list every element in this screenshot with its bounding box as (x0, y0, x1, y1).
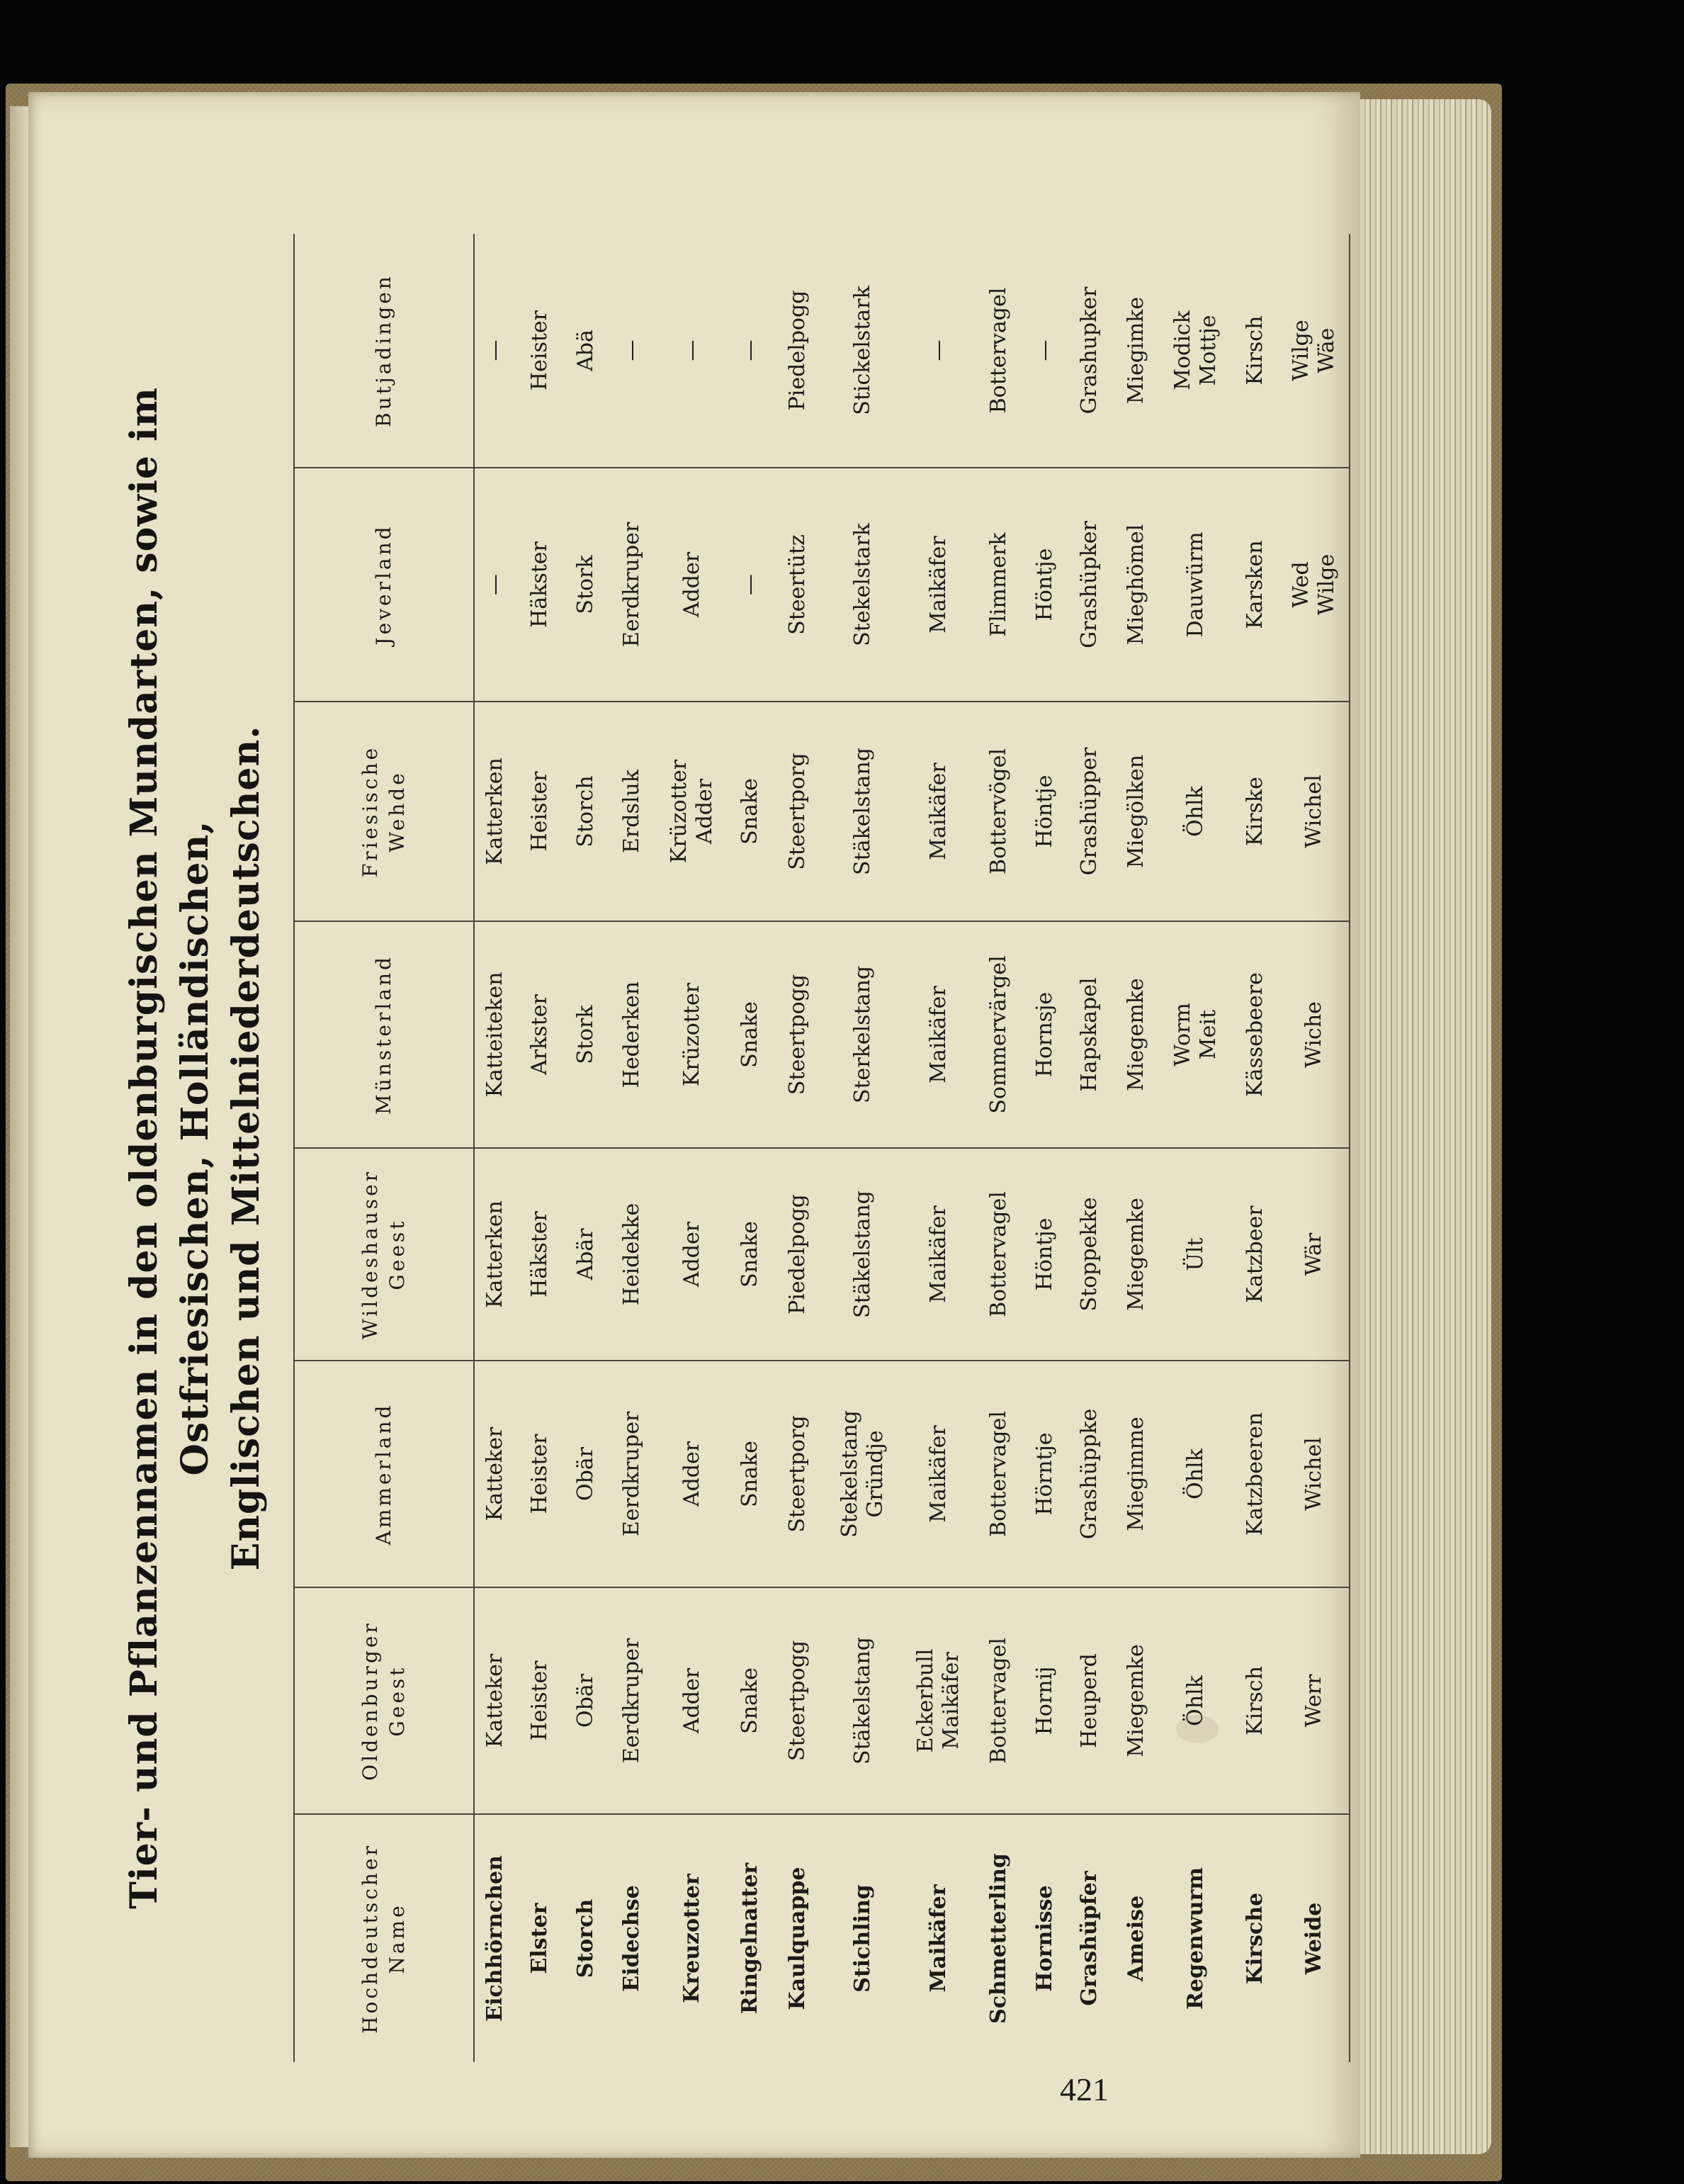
table-cell: Miegemke (1113, 921, 1160, 1148)
page-number: 421 (1060, 2071, 1109, 2107)
table-cell: Grashüpker (1066, 468, 1113, 702)
row-name-cell: Kaulquappe (785, 1867, 810, 2010)
column-header: Friesische Wehde (294, 702, 474, 921)
table-row (823, 234, 903, 2062)
table-cell: Maikäfer (903, 1148, 974, 1361)
table-cell: Heister (515, 234, 565, 468)
table-cell: Worm Meit (1160, 921, 1232, 1148)
table-cell: Maikäfer (903, 921, 974, 1148)
rotated-content (102, 234, 1339, 2062)
table-cell: Adder (657, 468, 728, 702)
table-cell: Piedelpogg (773, 1148, 823, 1361)
table-cell: Miegemke (1113, 1587, 1160, 1814)
table-cell: Katterken (474, 1148, 515, 1361)
table-cell: Wichel (1279, 1361, 1350, 1587)
table-row (474, 234, 515, 2062)
table-cell: Katteiteken (474, 921, 515, 1148)
row-name-cell: Eidechse (619, 1885, 644, 1992)
table-cell: Abä (565, 234, 607, 468)
table-cell: Ült (1160, 1148, 1232, 1361)
table-cell: Stekelstark (823, 468, 903, 702)
table-row (1232, 234, 1279, 2062)
table-cell: Katterken (474, 702, 515, 921)
table-cell: Hörntje (1024, 1361, 1066, 1587)
table-cell: Adder (657, 1587, 728, 1814)
table-cell: Höntje (1024, 468, 1066, 702)
table-cell: Kirske (1232, 702, 1279, 921)
table-cell: Maikäfer (903, 468, 974, 702)
table-cell: Bottervagel (974, 1148, 1024, 1361)
table-cell: — (657, 234, 728, 468)
table-cell: Grashupker (1066, 234, 1113, 468)
table-cell: Wichel (1279, 702, 1350, 921)
table-cell: Steertütz (773, 468, 823, 702)
left-page-edge (10, 106, 28, 2147)
table-cell: — (728, 468, 773, 702)
table-cell: Steertporg (773, 1361, 823, 1587)
table-cell: — (474, 234, 515, 468)
table-row (515, 234, 565, 2062)
table-cell: Bottervögel (974, 702, 1024, 921)
table-cell: Werr (1279, 1587, 1350, 1814)
table-row (1113, 234, 1160, 2062)
table-cell: Häkster (515, 468, 565, 702)
column-header: Butjadingen (294, 234, 474, 468)
table-cell: Karsken (1232, 468, 1279, 702)
row-name-cell: Elster (527, 1903, 552, 1974)
row-name-cell: Ringelnatter (738, 1862, 762, 2015)
row-name-cell: Kreuzotter (679, 1874, 704, 2003)
table-cell: Stekelstang Gründje (823, 1361, 903, 1587)
table-cell: Bottervagel (974, 234, 1024, 468)
column-header: Oldenburger Geest (294, 1587, 474, 1814)
table-cell: Maikäfer (903, 702, 974, 921)
table-cell: Maikäfer (903, 1361, 974, 1587)
table-cell: Eerdkruper (607, 1361, 657, 1587)
table-cell: Grashüppke (1066, 1361, 1113, 1587)
table-cell: Abär (565, 1148, 607, 1361)
table-cell: Stork (565, 468, 607, 702)
row-name-cell: Eichhörnchen (482, 1855, 507, 2022)
table-cell: Adder (657, 1361, 728, 1587)
table-cell: — (1024, 234, 1066, 468)
table-cell: Grashüpper (1066, 702, 1113, 921)
table-cell: Flimmerk (974, 468, 1024, 702)
table-row (728, 234, 773, 2062)
table-row (773, 234, 823, 2062)
title-line-1: Tier- und Pflanzennamen in den oldenburgischen Mundarten, sowie im Ostfriesischen, Holländischen, (123, 387, 217, 1909)
table-header-row (294, 234, 474, 2062)
table-cell: Piedelpogg (773, 234, 823, 468)
table-cell: Kässebeere (1232, 921, 1279, 1148)
table-cell: Miegimme (1113, 1361, 1160, 1587)
table-cell: Modick Mottje (1160, 234, 1232, 468)
table-row (1160, 234, 1232, 2062)
table-cell: Mieghömel (1113, 468, 1160, 702)
row-name-cell: Stichling (850, 1884, 875, 1993)
table-cell: Öhlk (1160, 702, 1232, 921)
row-name-cell: Maikäfer (926, 1884, 951, 1993)
table-cell: Steertpogg (773, 921, 823, 1148)
table-cell: Bottervagel (974, 1361, 1024, 1587)
table-row (974, 234, 1024, 2062)
table-cell: Kirsch (1232, 1587, 1279, 1814)
table-cell: Miegölken (1113, 702, 1160, 921)
table-cell: Stäkelstang (823, 1587, 903, 1814)
column-header: Münsterland (294, 921, 474, 1148)
table-cell: Eerdkruper (607, 1587, 657, 1814)
row-name-cell: Ameise (1124, 1895, 1148, 1982)
column-header: Wildeshauser Geest (294, 1148, 474, 1361)
table-cell: Eerdkruper (607, 468, 657, 702)
row-name-cell: Regenwurm (1183, 1867, 1208, 2010)
title-line-2: Englischen und Mittelniederdeutschen. (225, 725, 268, 1571)
table-cell: Adder (657, 1148, 728, 1361)
table-row (903, 234, 974, 2062)
table-cell: Hederken (607, 921, 657, 1148)
table-cell: Öhlk (1160, 1361, 1232, 1587)
table-cell: Krüzotter Adder (657, 702, 728, 921)
table-cell: Wär (1279, 1148, 1350, 1361)
table-cell: Katzbeer (1232, 1148, 1279, 1361)
table-cell: Steertporg (773, 702, 823, 921)
table-cell: Katzbeeren (1232, 1361, 1279, 1587)
column-header: Ammerland (294, 1361, 474, 1587)
column-header: Jeverland (294, 468, 474, 702)
table-cell: Häkster (515, 1148, 565, 1361)
table-cell: Hapskapel (1066, 921, 1113, 1148)
table-row (1024, 234, 1066, 2062)
table-cell: — (607, 234, 657, 468)
table-cell: Stoppekke (1066, 1148, 1113, 1361)
row-name-cell: Grashüpfer (1077, 1871, 1102, 2006)
row-name-cell: Storch (573, 1898, 598, 1978)
table-cell: Heuperd (1066, 1587, 1113, 1814)
table-cell: Snake (728, 702, 773, 921)
table-cell: Snake (728, 1148, 773, 1361)
table-cell: Eckerbull Maikäfer (903, 1587, 974, 1814)
table-body (474, 234, 1350, 2062)
table-cell: — (728, 234, 773, 468)
table-cell: Katteker (474, 1361, 515, 1587)
table-row (607, 234, 657, 2062)
table-row (565, 234, 607, 2062)
table-cell: Arkster (515, 921, 565, 1148)
table-cell: Wiche (1279, 921, 1350, 1148)
table-cell: Steertpogg (773, 1587, 823, 1814)
column-header: Hochdeutscher Name (294, 1814, 474, 2062)
book-page (28, 92, 1360, 2158)
table-cell: Dauwürm (1160, 468, 1232, 702)
row-name-cell: Kirsche (1243, 1892, 1267, 1985)
table-cell: Höntje (1024, 1148, 1066, 1361)
dialect-table (293, 234, 1350, 2062)
table-cell: — (474, 468, 515, 702)
row-name-cell: Weide (1279, 1814, 1350, 2062)
row-name-cell: Schmetterling (986, 1853, 1011, 2024)
table-cell: Sterkelstang (823, 921, 903, 1148)
table-cell: Heister (515, 1587, 565, 1814)
table-cell: Erdsluk (607, 702, 657, 921)
table-cell: Snake (728, 921, 773, 1148)
table-cell: Stickelstark (823, 234, 903, 468)
table-row (657, 234, 728, 2062)
table-cell: Sommervärgel (974, 921, 1024, 1148)
table-cell: Katteker (474, 1587, 515, 1814)
page-title (102, 234, 315, 2062)
table-cell: Bottervagel (974, 1587, 1024, 1814)
table-cell: Kirsch (1232, 234, 1279, 468)
table-cell: Heister (515, 1361, 565, 1587)
table-cell: Obär (565, 1587, 607, 1814)
table-cell: Obär (565, 1361, 607, 1587)
table-cell: Heister (515, 702, 565, 921)
table-cell: Snake (728, 1587, 773, 1814)
table-row (1066, 234, 1113, 2062)
table-cell: Höntje (1024, 702, 1066, 921)
page-edges (1350, 99, 1491, 2154)
table-cell: Krüzotter (657, 921, 728, 1148)
table-cell: Wed Wilge (1279, 468, 1350, 702)
table-cell: Miegimke (1113, 234, 1160, 468)
table-cell: Stork (565, 921, 607, 1148)
table-cell: Wilge Wäe (1279, 234, 1350, 468)
table-cell: Stäkelstang (823, 1148, 903, 1361)
table-cell: Miegemke (1113, 1148, 1160, 1361)
table-cell: Öhlk (1160, 1587, 1232, 1814)
table-cell: Heidekke (607, 1148, 657, 1361)
table-cell: Storch (565, 702, 607, 921)
table-cell: Hornij (1024, 1587, 1066, 1814)
table-cell: — (903, 234, 974, 468)
table-cell: Hornsje (1024, 921, 1066, 1148)
table-row (1279, 234, 1350, 2062)
table-cell: Stäkelstang (823, 702, 903, 921)
row-name-cell: Hornisse (1032, 1885, 1057, 1992)
table-cell: Snake (728, 1361, 773, 1587)
